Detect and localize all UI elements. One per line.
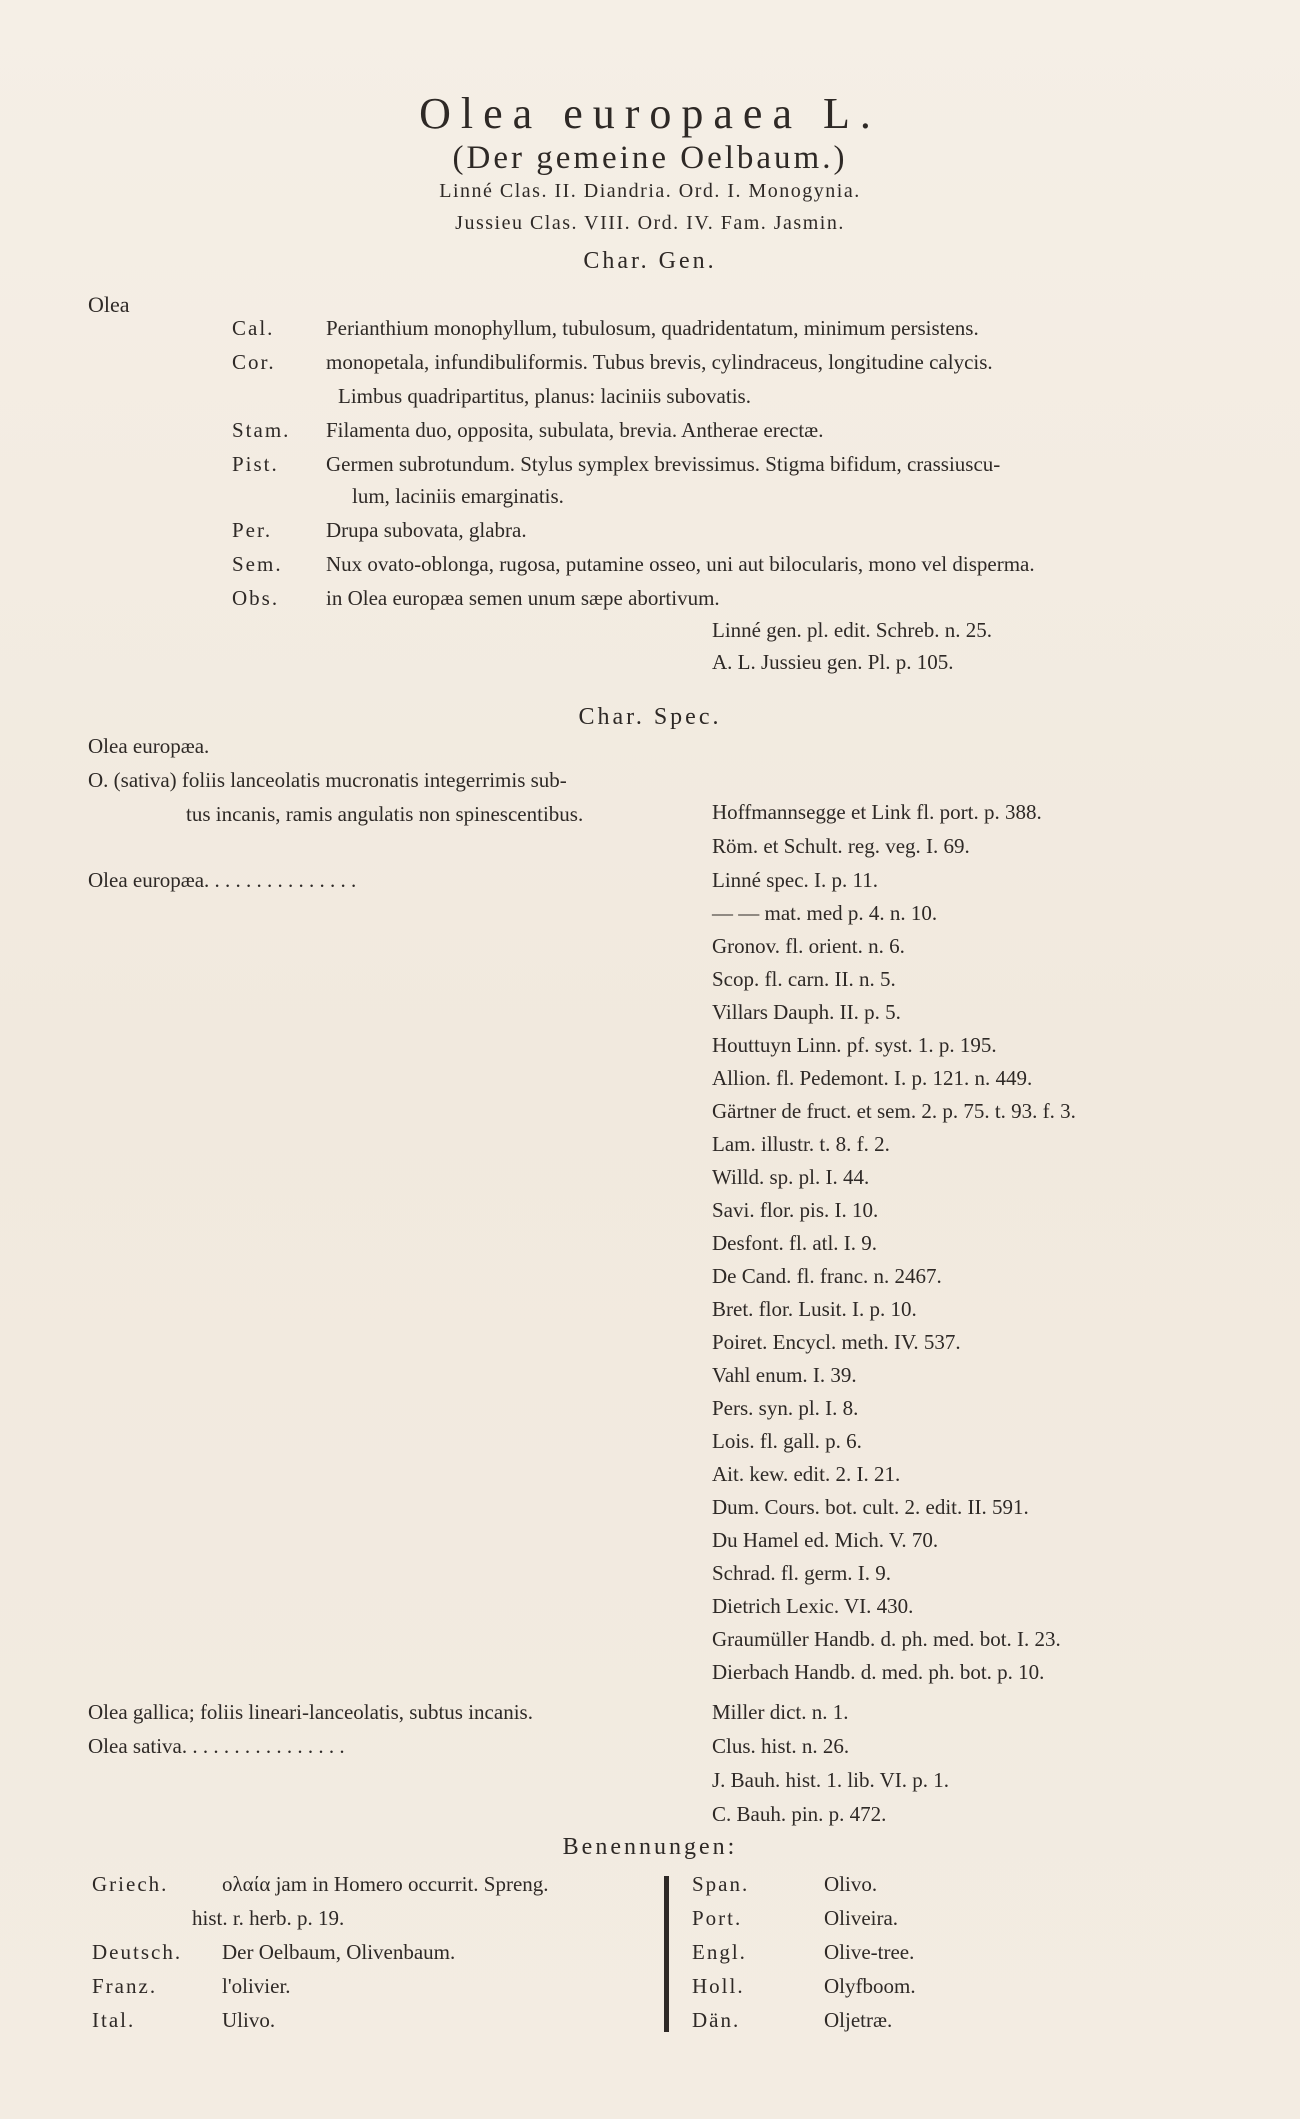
vernacular-name: l'olivier. (222, 1974, 291, 1998)
jussieu-classification: Jussieu Clas. VIII. Ord. IV. Fam. Jasmin. (455, 212, 845, 234)
language-label: Dän. (692, 2008, 741, 2032)
char-gen-text: Nux ovato-oblonga, rugosa, putamine osseo, uni aut bilocularis, mono vel disperma. (326, 552, 1035, 576)
vernacular-name: ολαία jam in Homero occurrit. Spreng. (222, 1872, 549, 1896)
literature-reference: Ait. kew. edit. 2. I. 21. (712, 1462, 901, 1486)
language-label: Franz. (92, 1974, 158, 1998)
literature-reference: J. Bauh. hist. 1. lib. VI. p. 1. (712, 1768, 950, 1792)
language-label: Holl. (692, 1974, 745, 1998)
genus-label: Olea (88, 292, 130, 317)
literature-reference: Vahl enum. I. 39. (712, 1363, 857, 1387)
linne-classification: Linné Clas. II. Diandria. Ord. I. Monogynia. (439, 180, 861, 202)
char-gen-text: lum, laciniis emarginatis. (352, 484, 564, 508)
char-gen-label: Sem. (232, 552, 283, 576)
species-line: Olea europæa. . . . . . . . . . . . . . . (88, 868, 357, 892)
literature-reference: Willd. sp. pl. I. 44. (712, 1165, 870, 1189)
vernacular-name: Oliveira. (824, 1906, 899, 1930)
literature-reference: Lois. fl. gall. p. 6. (712, 1429, 862, 1453)
char-gen-label: Cor. (232, 350, 276, 374)
literature-reference: Dum. Cours. bot. cult. 2. edit. II. 591. (712, 1495, 1029, 1519)
char-gen-label: Obs. (232, 586, 280, 610)
literature-reference: Gärtner de fruct. et sem. 2. p. 75. t. 93. f. 3. (712, 1099, 1076, 1123)
char-gen-text: Germen subrotundum. Stylus symplex brevissimus. Stigma bifidum, crassiuscu- (326, 452, 1001, 476)
char-gen-reference: Linné gen. pl. edit. Schreb. n. 25. (712, 618, 992, 642)
vernacular-name: hist. r. herb. p. 19. (192, 1906, 345, 1930)
char-gen-text: Limbus quadripartitus, planus: laciniis subovatis. (338, 384, 751, 408)
char-gen-text: in Olea europæa semen unum sæpe abortivum. (326, 586, 720, 610)
vernacular-name: Olivo. (824, 1872, 878, 1896)
literature-reference: Hoffmannsegge et Link fl. port. p. 388. (712, 800, 1042, 824)
literature-reference: Clus. hist. n. 26. (712, 1734, 850, 1758)
char-gen-text: Perianthium monophyllum, tubulosum, quadridentatum, minimum persistens. (326, 316, 979, 340)
literature-reference: Lam. illustr. t. 8. f. 2. (712, 1132, 890, 1156)
literature-reference: Houttuyn Linn. pf. syst. 1. p. 195. (712, 1033, 997, 1057)
char-gen-label: Per. (232, 518, 273, 542)
literature-reference: Bret. flor. Lusit. I. p. 10. (712, 1297, 917, 1321)
literature-reference: Graumüller Handb. d. ph. med. bot. I. 23. (712, 1627, 1061, 1651)
language-label: Deutsch. (92, 1940, 183, 1964)
vernacular-name: Ulivo. (222, 2008, 276, 2032)
char-gen-heading: Char. Gen. (583, 248, 717, 274)
language-label: Port. (692, 1906, 743, 1930)
literature-reference: Gronov. fl. orient. n. 6. (712, 934, 905, 958)
literature-reference: Dietrich Lexic. VI. 430. (712, 1594, 914, 1618)
vernacular-name: Olyfboom. (824, 1974, 916, 1998)
char-gen-text: monopetala, infundibuliformis. Tubus brevis, cylindraceus, longitudine calycis. (326, 350, 993, 374)
literature-reference: Allion. fl. Pedemont. I. p. 121. n. 449. (712, 1066, 1033, 1090)
literature-reference: Miller dict. n. 1. (712, 1700, 849, 1724)
literature-reference: Pers. syn. pl. I. 8. (712, 1396, 859, 1420)
column-divider (664, 1876, 669, 2032)
char-gen-text: Drupa subovata, glabra. (326, 518, 527, 542)
language-label: Engl. (692, 1940, 747, 1964)
vernacular-name: Oljetræ. (824, 2008, 893, 2032)
literature-reference: — — mat. med p. 4. n. 10. (712, 901, 938, 925)
species-line: Olea gallica; foliis lineari-lanceolatis, subtus incanis. (88, 1700, 533, 1724)
vernacular-name: Der Oelbaum, Olivenbaum. (222, 1940, 456, 1964)
page-subtitle: (Der gemeine Oelbaum.) (452, 140, 848, 176)
char-gen-text: Filamenta duo, opposita, subulata, brevia. Antherae erectæ. (326, 418, 824, 442)
literature-reference: Du Hamel ed. Mich. V. 70. (712, 1528, 939, 1552)
literature-reference: Schrad. fl. germ. I. 9. (712, 1561, 892, 1585)
species-line: O. (sativa) foliis lanceolatis mucronatis integerrimis sub- (88, 768, 567, 792)
literature-reference: Savi. flor. pis. I. 10. (712, 1198, 879, 1222)
species-line: tus incanis, ramis angulatis non spinescentibus. (186, 802, 584, 826)
char-gen-label: Pist. (232, 452, 279, 476)
literature-reference: Villars Dauph. II. p. 5. (712, 1000, 901, 1024)
literature-reference: De Cand. fl. franc. n. 2467. (712, 1264, 942, 1288)
literature-reference: Scop. fl. carn. II. n. 5. (712, 967, 896, 991)
page-title: Olea europaea L. (419, 89, 881, 138)
species-line: Olea europæa. (88, 734, 210, 758)
literature-reference: Desfont. fl. atl. I. 9. (712, 1231, 878, 1255)
language-label: Ital. (92, 2008, 136, 2032)
benennungen-heading: Benennungen: (562, 1834, 738, 1860)
literature-reference: Poiret. Encycl. meth. IV. 537. (712, 1330, 961, 1354)
char-gen-reference: A. L. Jussieu gen. Pl. p. 105. (712, 650, 954, 674)
char-spec-heading: Char. Spec. (578, 704, 722, 730)
char-gen-label: Stam. (232, 418, 291, 442)
language-label: Span. (692, 1872, 750, 1896)
literature-reference: C. Bauh. pin. p. 472. (712, 1802, 887, 1826)
species-line: Olea sativa. . . . . . . . . . . . . . . . (88, 1734, 345, 1758)
language-label: Griech. (92, 1872, 169, 1896)
literature-reference: Röm. et Schult. reg. veg. I. 69. (712, 834, 970, 858)
char-gen-label: Cal. (232, 316, 275, 340)
literature-reference: Linné spec. I. p. 11. (712, 868, 879, 892)
vernacular-name: Olive-tree. (824, 1940, 915, 1964)
literature-reference: Dierbach Handb. d. med. ph. bot. p. 10. (712, 1660, 1045, 1684)
